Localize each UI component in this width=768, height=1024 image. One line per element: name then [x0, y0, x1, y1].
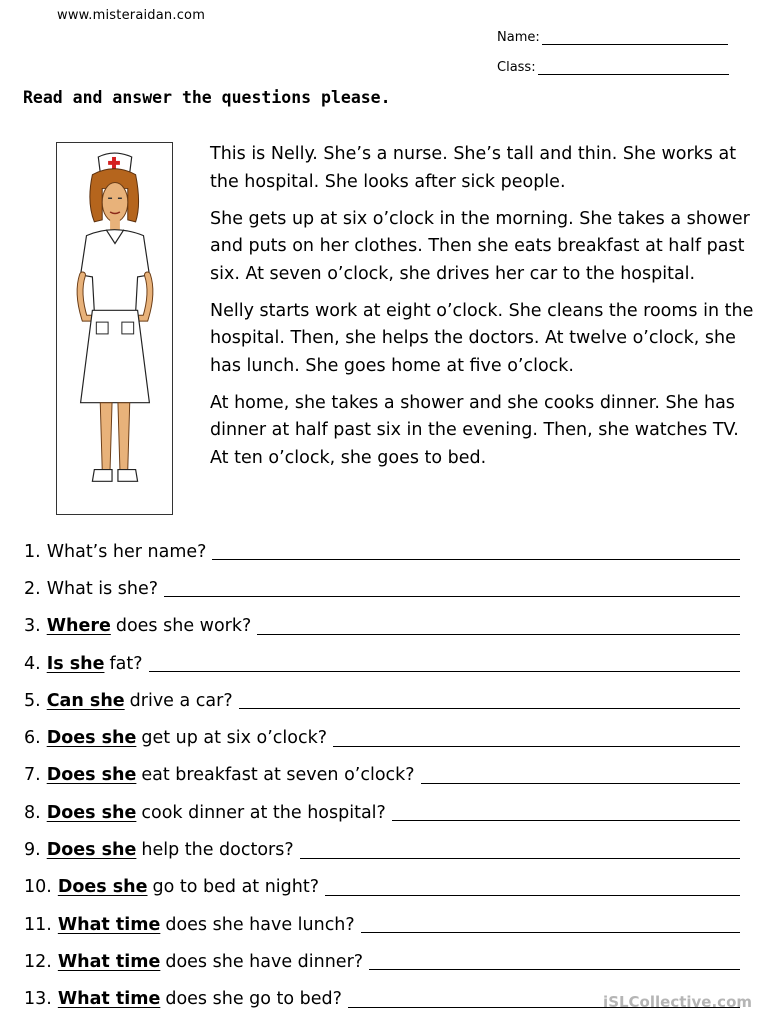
- question-5: [24, 682, 744, 719]
- name-line: [542, 32, 728, 45]
- question-number: 4.: [24, 653, 41, 674]
- question-text: does she have dinner?: [165, 951, 364, 972]
- question-number: 7.: [24, 765, 41, 786]
- question-1: [24, 533, 744, 570]
- reading-passage: [210, 141, 755, 482]
- answer-line[interactable]: [164, 580, 740, 597]
- question-text: eat breakfast at seven o’clock?: [141, 765, 415, 786]
- question-number: 8.: [24, 802, 41, 823]
- answer-line[interactable]: [257, 618, 740, 635]
- question-7: [24, 757, 744, 794]
- passage-paragraph: She gets up at six o’clock in the morning. She takes a shower and puts on her clothes. Then she eats breakfast at half past six. At seven o’clock, she drives her car to the hospital.: [210, 208, 750, 284]
- question-number: 9.: [24, 840, 41, 861]
- passage-paragraph: This is Nelly. She’s a nurse. She’s tall and thin. She works at the hospital. She looks after sick people.: [210, 144, 737, 192]
- answer-line[interactable]: [239, 692, 740, 709]
- question-10: [24, 869, 744, 906]
- question-text: does she work?: [115, 616, 252, 637]
- question-keyword: What time: [57, 951, 161, 972]
- question-number: 12.: [24, 951, 52, 972]
- answer-line[interactable]: [369, 953, 740, 970]
- question-4: [24, 645, 744, 682]
- question-text: go to bed at night?: [152, 877, 320, 898]
- question-text: help the doctors?: [141, 840, 294, 861]
- question-number: 5.: [24, 690, 41, 711]
- question-number: 10.: [24, 877, 52, 898]
- question-number: 6.: [24, 728, 41, 749]
- question-text: What is she?: [46, 578, 159, 599]
- question-11: [24, 906, 744, 943]
- question-text: does she go to bed?: [165, 989, 342, 1010]
- answer-line[interactable]: [421, 767, 740, 784]
- question-text: What’s her name?: [46, 541, 207, 562]
- question-text: get up at six o’clock?: [141, 728, 327, 749]
- question-3: [24, 608, 744, 645]
- passage-paragraph: At home, she takes a shower and she cooks dinner. She has dinner at half past six in the evening. Then, she watches TV. At ten o’clock, she goes to bed.: [210, 392, 739, 468]
- answer-line[interactable]: [149, 655, 740, 672]
- question-number: 13.: [24, 989, 52, 1010]
- question-keyword: Does she: [57, 877, 148, 898]
- question-text: drive a car?: [129, 690, 233, 711]
- question-keyword: Where: [46, 616, 111, 637]
- question-keyword: Is she: [46, 653, 105, 674]
- nurse-illustration: [56, 142, 173, 515]
- question-keyword: What time: [57, 914, 161, 935]
- question-keyword: Does she: [46, 802, 137, 823]
- website-url: www.misteraidan.com: [57, 8, 206, 23]
- nurse-drawing: [57, 143, 172, 514]
- question-6: [24, 719, 744, 756]
- question-number: 11.: [24, 914, 52, 935]
- watermark: iSLCollective.com: [603, 993, 752, 1011]
- question-text: cook dinner at the hospital?: [141, 802, 386, 823]
- question-12: [24, 943, 744, 980]
- question-keyword: Does she: [46, 728, 137, 749]
- answer-line[interactable]: [333, 730, 740, 747]
- question-2: [24, 570, 744, 607]
- name-label: Name:: [497, 30, 540, 45]
- question-number: 3.: [24, 616, 41, 637]
- name-field[interactable]: [497, 30, 728, 45]
- question-text: does she have lunch?: [165, 914, 355, 935]
- class-field[interactable]: [497, 60, 729, 75]
- answer-line[interactable]: [325, 879, 740, 896]
- question-number: 1.: [24, 541, 41, 562]
- question-keyword: What time: [57, 989, 161, 1010]
- question-8: [24, 794, 744, 831]
- question-text: fat?: [109, 653, 143, 674]
- question-keyword: Does she: [46, 840, 137, 861]
- question-keyword: Can she: [46, 690, 125, 711]
- question-list: [24, 533, 744, 1018]
- class-label: Class:: [497, 60, 536, 75]
- answer-line[interactable]: [212, 543, 740, 560]
- answer-line[interactable]: [300, 842, 740, 859]
- instructions: Read and answer the questions please.: [23, 88, 391, 107]
- question-9: [24, 831, 744, 868]
- answer-line[interactable]: [392, 804, 740, 821]
- question-number: 2.: [24, 578, 41, 599]
- class-line: [538, 62, 729, 75]
- passage-paragraph: Nelly starts work at eight o’clock. She cleans the rooms in the hospital. Then, she helps the doctors. At twelve o’clock, she has lunch. She goes home at five o’clock.: [210, 300, 754, 376]
- question-keyword: Does she: [46, 765, 137, 786]
- answer-line[interactable]: [361, 916, 740, 933]
